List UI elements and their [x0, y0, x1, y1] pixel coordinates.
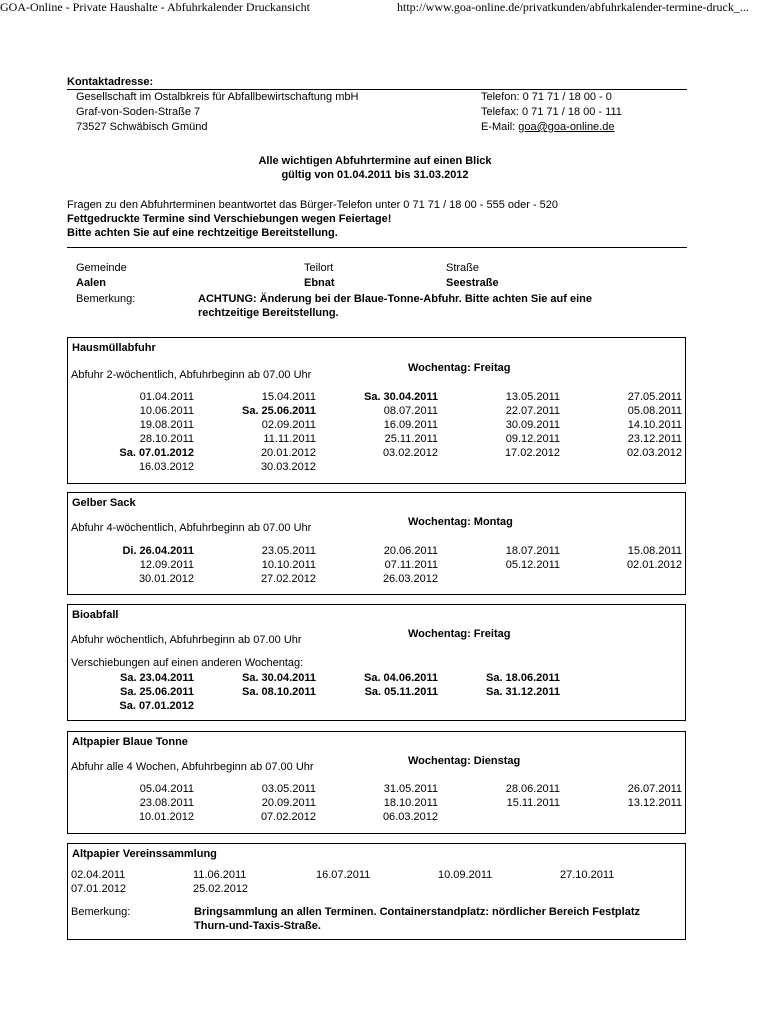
section-title: Altpapier Blaue Tonne	[72, 736, 188, 748]
date-cell: 16.03.2012	[138, 461, 194, 473]
date-cell: 19.08.2011	[139, 419, 194, 431]
date-cell: 23.12.2011	[627, 433, 682, 445]
contact-org: Gesellschaft im Ostalbkreis für Abfallbewirtschaftung mbH	[76, 91, 359, 103]
section-bioabfall	[67, 604, 686, 721]
date-cell-shifted: Sa. 30.04.2011	[363, 391, 438, 403]
section-title: Altpapier Vereinssammlung	[72, 848, 217, 860]
date-cell-shifted: Sa. 25.06.2011	[119, 686, 194, 698]
date-grid	[68, 671, 685, 713]
date-cell: 15.11.2011	[506, 797, 560, 809]
date-cell: 11.06.2011	[193, 869, 247, 881]
date-grid	[68, 782, 685, 824]
date-row	[68, 671, 685, 685]
section-bemerkung-label: Bemerkung:	[71, 906, 131, 918]
location-bemerkung-line1: ACHTUNG: Änderung bei der Blaue-Tonne-Abfuhr. Bitte achten Sie auf eine	[198, 293, 592, 305]
date-cell: 25.02.2012	[193, 883, 249, 895]
section-bemerkung-line1: Bringsammlung an allen Terminen. Containerstandplatz: nördlicher Bereich Festplatz	[194, 906, 640, 918]
date-row	[68, 572, 685, 586]
date-cell-shifted: Sa. 25.06.2011	[241, 405, 316, 417]
contact-email-label: E-Mail:	[481, 121, 519, 133]
date-cell: 02.03.2012	[626, 447, 682, 459]
date-cell-shifted: Sa. 30.04.2011	[241, 672, 316, 684]
section-altpapier-blaue-tonne	[67, 731, 686, 834]
date-cell: 22.07.2011	[505, 405, 560, 417]
date-cell: 03.02.2012	[382, 447, 438, 459]
date-cell: 10.09.2011	[438, 869, 493, 881]
date-cell: 05.04.2011	[139, 783, 194, 795]
section-weekday: Wochentag: Montag	[408, 516, 513, 528]
date-cell: 02.01.2012	[626, 559, 682, 571]
section-weekday: Wochentag: Freitag	[408, 628, 511, 640]
date-row	[68, 699, 685, 713]
date-cell-shifted: Sa. 04.06.2011	[363, 672, 438, 684]
date-cell: 16.07.2011	[316, 869, 371, 881]
strasse-value: Seestraße	[446, 277, 499, 289]
date-row	[68, 418, 685, 432]
section-info: Abfuhr 2-wöchentlich, Abfuhrbeginn ab 07.00 Uhr	[71, 369, 312, 381]
date-cell: 18.10.2011	[383, 797, 438, 809]
gemeinde-value: Aalen	[76, 277, 106, 289]
date-row	[68, 868, 685, 882]
section-weekday: Wochentag: Dienstag	[408, 755, 521, 767]
location-bemerkung-label: Bemerkung:	[76, 293, 136, 305]
date-cell-shifted: Sa. 07.01.2012	[119, 447, 194, 459]
date-cell: 26.03.2012	[382, 573, 438, 585]
contact-email-link[interactable]: goa@goa-online.de	[518, 121, 615, 133]
date-cell: 12.09.2011	[139, 559, 194, 571]
date-cell: 11.11.2011	[263, 433, 316, 445]
date-cell: 14.10.2011	[627, 419, 682, 431]
date-cell: 20.06.2011	[383, 545, 438, 557]
date-cell: 13.05.2011	[505, 391, 560, 403]
page-url-text: http://www.goa-online.de/privatkunden/abfuhrkalender-termine-druck_...	[397, 0, 749, 14]
section-altpapier-vereinssammlung	[67, 843, 686, 940]
date-cell: 23.05.2011	[261, 545, 316, 557]
date-cell: 02.04.2011	[71, 869, 126, 881]
date-row	[68, 882, 685, 896]
date-cell: 28.10.2011	[139, 433, 194, 445]
teilort-value: Ebnat	[304, 277, 335, 289]
date-cell: 16.09.2011	[383, 419, 438, 431]
date-cell-shifted: Sa. 07.01.2012	[119, 700, 194, 712]
date-cell: 06.03.2012	[382, 811, 438, 823]
date-cell-shifted: Sa. 05.11.2011	[364, 686, 438, 698]
date-cell: 27.10.2011	[560, 869, 615, 881]
contact-heading: Kontaktadresse:	[67, 76, 154, 88]
teilort-label: Teilort	[304, 262, 334, 274]
date-cell: 27.02.2012	[260, 573, 316, 585]
date-cell: 20.09.2011	[261, 797, 316, 809]
schedule-validity: gültig von 01.04.2011 bis 31.03.2012	[281, 169, 469, 181]
date-cell: 13.12.2011	[627, 797, 682, 809]
schedule-title: Alle wichtigen Abfuhrtermine auf einen Blick	[258, 155, 492, 167]
gemeinde-label: Gemeinde	[76, 262, 127, 274]
date-row	[68, 390, 685, 404]
date-cell: 10.10.2011	[261, 559, 316, 571]
date-cell: 10.06.2011	[139, 405, 194, 417]
date-cell: 23.08.2011	[139, 797, 194, 809]
location-bemerkung-line2: rechtzeitige Bereitstellung.	[198, 307, 339, 319]
date-row	[68, 796, 685, 810]
shift-label: Verschiebungen auf einen anderen Wochentag:	[71, 657, 304, 669]
section-info: Abfuhr alle 4 Wochen, Abfuhrbeginn ab 07.00 Uhr	[71, 761, 314, 773]
date-cell: 01.04.2011	[139, 391, 194, 403]
date-cell: 02.09.2011	[261, 419, 316, 431]
date-cell: 20.01.2012	[260, 447, 316, 459]
date-grid	[68, 868, 685, 896]
section-title: Gelber Sack	[72, 497, 136, 509]
date-cell: 08.07.2011	[383, 405, 438, 417]
date-row	[68, 810, 685, 824]
date-cell: 25.11.2011	[384, 433, 438, 445]
print-header	[0, 0, 768, 16]
date-cell-shifted: Sa. 18.06.2011	[485, 672, 560, 684]
section-title: Bioabfall	[72, 609, 119, 621]
contact-street: Graf-von-Soden-Straße 7	[76, 106, 201, 118]
intro-divider	[67, 247, 687, 248]
section-weekday: Wochentag: Freitag	[408, 362, 511, 374]
date-cell-shifted: Sa. 08.10.2011	[241, 686, 316, 698]
date-row	[68, 460, 685, 474]
page-title-text: GOA-Online - Private Haushalte - Abfuhrkalender Druckansicht	[0, 0, 310, 14]
date-row	[68, 685, 685, 699]
date-cell: 17.02.2012	[504, 447, 560, 459]
strasse-label: Straße	[446, 262, 480, 274]
date-cell: 07.11.2011	[384, 559, 438, 571]
date-grid	[68, 390, 685, 474]
date-cell: 05.12.2011	[505, 559, 560, 571]
section-info: Abfuhr 4-wöchentlich, Abfuhrbeginn ab 07.00 Uhr	[71, 522, 312, 534]
date-cell: 30.09.2011	[505, 419, 560, 431]
date-cell: 10.01.2012	[138, 811, 194, 823]
section-bemerkung-line2: Thurn-und-Taxis-Straße.	[194, 920, 321, 932]
date-cell: 30.03.2012	[260, 461, 316, 473]
date-cell: 27.05.2011	[627, 391, 682, 403]
section-gelber-sack	[67, 492, 686, 595]
questions-text: Fragen zu den Abfuhrterminen beantwortet das Bürger-Telefon unter 0 71 71 / 18 00 - 555 oder - 520	[67, 199, 559, 211]
date-row	[68, 782, 685, 796]
date-cell: 03.05.2011	[261, 783, 316, 795]
date-cell: 31.05.2011	[383, 783, 438, 795]
bold-note-provision: Bitte achten Sie auf eine rechtzeitige Bereitstellung.	[67, 227, 338, 239]
date-cell: 15.08.2011	[627, 545, 682, 557]
section-hausmuell	[67, 337, 686, 484]
date-cell: 07.02.2012	[260, 811, 316, 823]
date-row	[68, 404, 685, 418]
date-cell-shifted: Di. 26.04.2011	[122, 545, 194, 557]
date-cell: 26.07.2011	[627, 783, 682, 795]
contact-email-line	[481, 120, 614, 134]
date-cell-shifted: Sa. 31.12.2011	[485, 686, 560, 698]
date-row	[68, 432, 685, 446]
section-info: Abfuhr wöchentlich, Abfuhrbeginn ab 07.00 Uhr	[71, 634, 302, 646]
contact-city: 73527 Schwäbisch Gmünd	[76, 121, 208, 133]
date-cell: 05.08.2011	[627, 405, 682, 417]
bold-note-holidays: Fettgedruckte Termine sind Verschiebungen wegen Feiertage!	[67, 213, 392, 225]
contact-fax: Telefax: 0 71 71 / 18 00 - 111	[481, 106, 622, 118]
date-cell: 18.07.2011	[505, 545, 560, 557]
date-cell-shifted: Sa. 23.04.2011	[119, 672, 194, 684]
date-row	[68, 544, 685, 558]
date-cell: 15.04.2011	[261, 391, 316, 403]
section-title: Hausmüllabfuhr	[72, 342, 156, 354]
date-row	[68, 446, 685, 460]
date-cell: 28.06.2011	[505, 783, 560, 795]
date-cell: 30.01.2012	[138, 573, 194, 585]
contact-phone: Telefon: 0 71 71 / 18 00 - 0	[481, 91, 612, 103]
date-cell: 07.01.2012	[71, 883, 127, 895]
date-grid	[68, 544, 685, 586]
date-row	[68, 558, 685, 572]
date-cell: 09.12.2011	[505, 433, 560, 445]
